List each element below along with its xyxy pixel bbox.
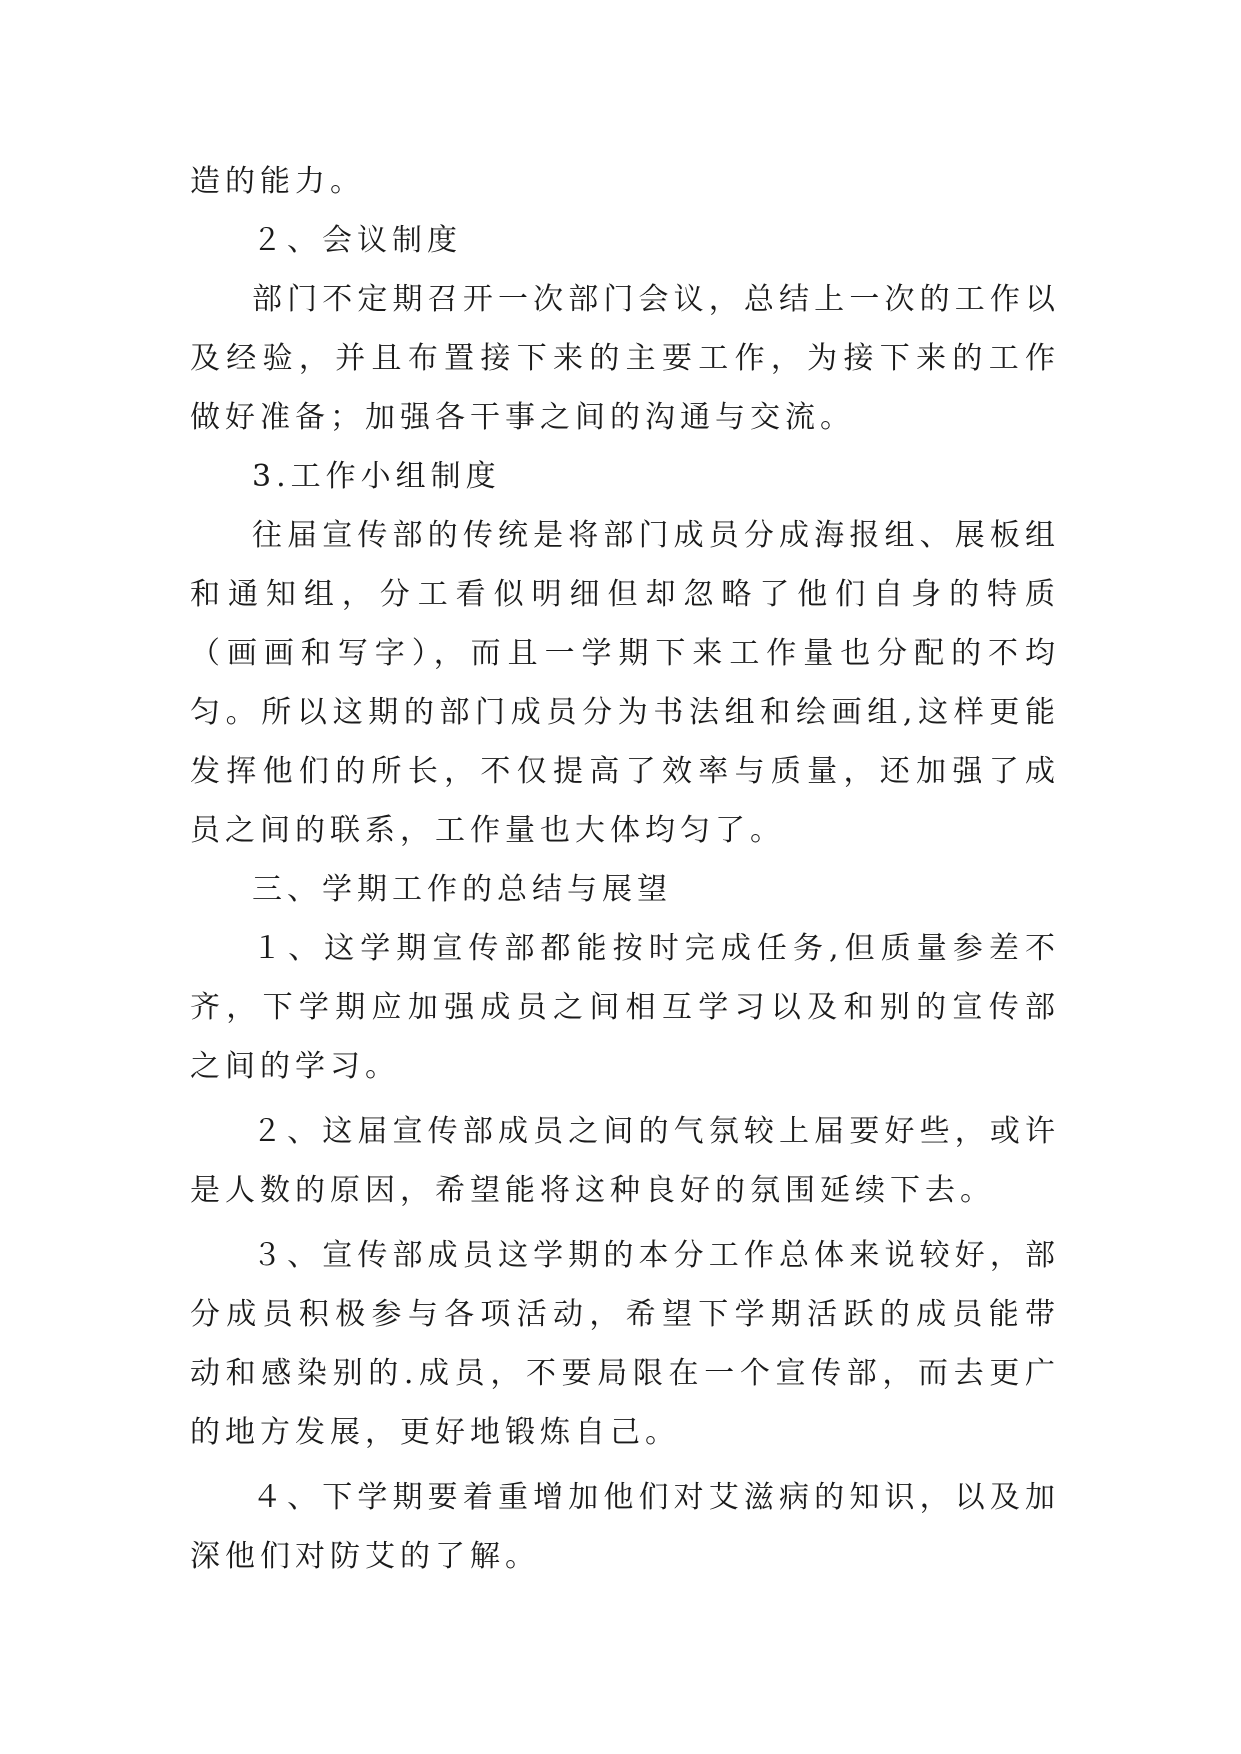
heading-summary-outlook: 三、学期工作的总结与展望 <box>252 872 672 907</box>
paragraph-work-group-system: 往届宣传部的传统是将部门成员分成海报组、展板组和通知组，分工看似明细但却忽略了他们自身的特质（画画和写字），而且一学期下来工作量也分配的不均匀。所以这期的部门成员分为书法组和绘画组,这样更能发挥他们的所长，不仅提高了效率与质量，还加强了成员之间的联系，工作量也大体均匀了。 <box>190 518 1060 848</box>
document-body <box>190 152 1060 1586</box>
paragraph-summary-3: ３、宣传部成员这学期的本分工作总体来说较好，部分成员积极参与各项活动，希望下学期活跃的成员能带动和感染别的.成员，不要局限在一个宣传部，而去更广的地方发展，更好地锻炼自己。 <box>190 1238 1060 1450</box>
paragraph-summary-4: ４、下学期要着重增加他们对艾滋病的知识，以及加深他们对防艾的了解。 <box>190 1480 1060 1574</box>
paragraph-summary-1: １、这学期宣传部都能按时完成任务,但质量参差不齐，下学期应加强成员之间相互学习以及和别的宣传部之间的学习。 <box>190 931 1060 1084</box>
heading-meeting-system: ２、会议制度 <box>252 223 462 258</box>
paragraph-continuation: 造的能力。 <box>190 164 365 199</box>
heading-work-group-system: 3.工作小组制度 <box>252 459 501 494</box>
paragraph-summary-2: ２、这届宣传部成员之间的气氛较上届要好些，或许是人数的原因，希望能将这种良好的氛围延续下去。 <box>190 1114 1060 1208</box>
paragraph-meeting-system: 部门不定期召开一次部门会议，总结上一次的工作以及经验，并且布置接下来的主要工作，为接下来的工作做好准备；加强各干事之间的沟通与交流。 <box>190 282 1060 435</box>
